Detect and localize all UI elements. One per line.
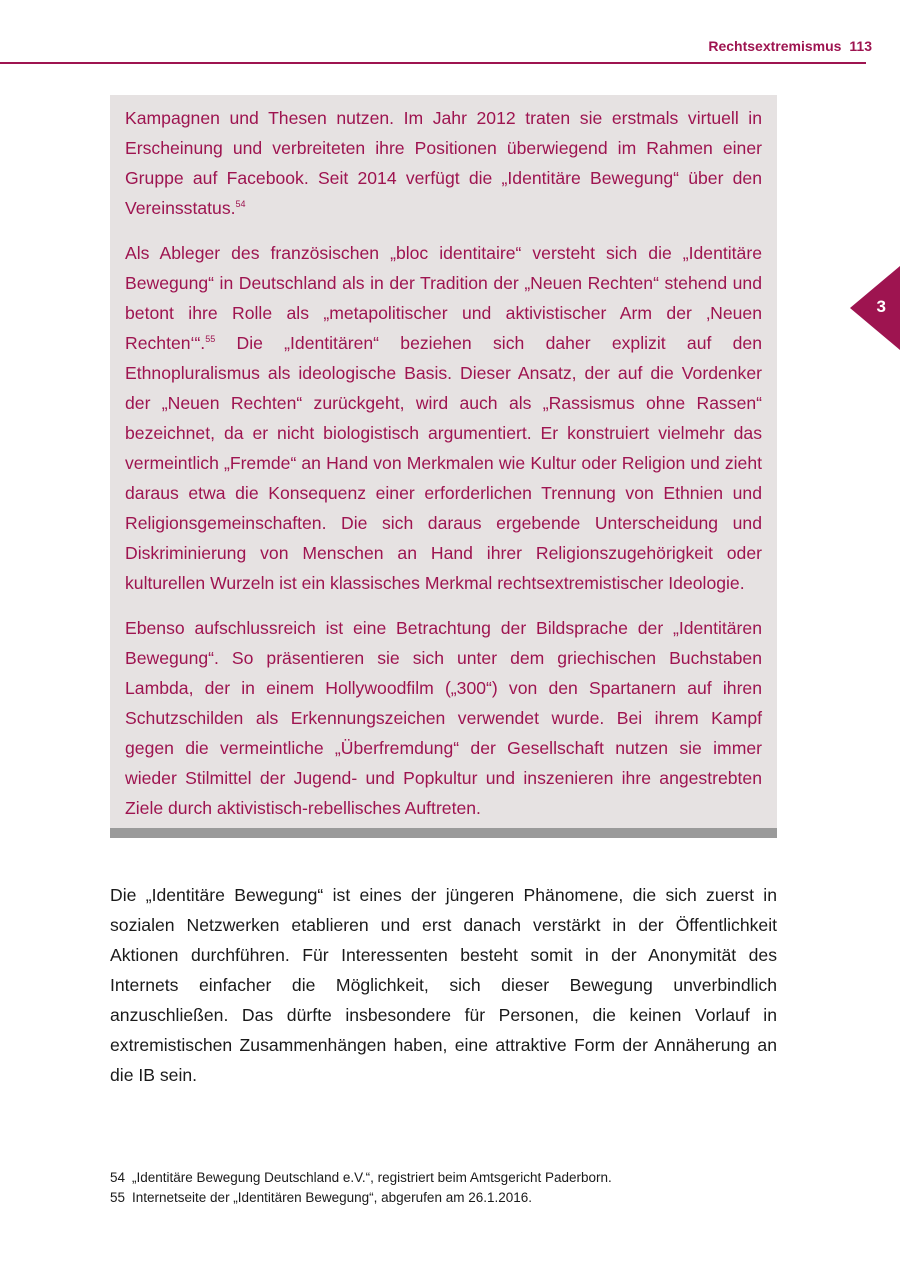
footnotes bbox=[110, 1168, 810, 1208]
header-rule bbox=[0, 62, 866, 64]
chapter-number: 3 bbox=[876, 297, 886, 316]
running-header bbox=[708, 38, 872, 54]
info-box bbox=[110, 95, 777, 838]
section-title: Rechtsextremismus bbox=[708, 38, 842, 54]
box-paragraph-2: Als Ableger des französischen „bloc identitaire“ versteht sich die „Identitäre Bewegung“ in Deutschland als in der Tradition der „Neuen Rechten“ stehend und betont ihre Rolle als „metapolitischer und aktivistischer Arm der ‚Neuen Rechten‘“.$^{55}$ Die „Identitären“ beziehen sich daher explizit auf den Ethnopluralismus als ideologische Basis. Dieser Ansatz, der auf die Vordenker der „Neuen Rechten“ zurückgeht, wird auch als „Rassismus ohne Rassen“ bezeichnet, da er nicht biologistisch argumentiert. Er konstruiert vielmehr das vermeintlich „Fremde“ an Hand von Merkmalen wie Kultur oder Religion und zieht daraus etwa die Konsequenz einer erforderlichen Trennung von Ethnien und Religionsgemeinschaften. Die sich daraus ergebende Unterscheidung und Diskriminierung von Menschen an Hand ihrer Religionszugehörigkeit oder kulturellen Wurzeln ist ein klassisches Merkmal rechtsextremistischer Ideologie. bbox=[125, 243, 762, 593]
footnote-number: 54 bbox=[110, 1170, 126, 1185]
footnote-text: Internetseite der „Identitären Bewegung“, abgerufen am 26.1.2016. bbox=[132, 1190, 533, 1205]
footnote-54 bbox=[110, 1168, 810, 1188]
chapter-tab-marker bbox=[850, 266, 900, 350]
footnote-text: „Identitäre Bewegung Deutschland e.V.“, registriert beim Amtsgericht Paderborn. bbox=[132, 1170, 612, 1185]
page-number: 113 bbox=[849, 38, 872, 54]
box-paragraph-1: Kampagnen und Thesen nutzen. Im Jahr 2012 traten sie erstmals virtuell in Erscheinung und verbreiteten ihre Positionen überwiegend im Rahmen einer Gruppe auf Facebook. Seit 2014 verfügt die „Identitäre Bewegung“ über den Vereinsstatus.$^{54}$ bbox=[125, 108, 762, 218]
footnote-ref-54: 54 bbox=[235, 199, 246, 210]
footnote-55 bbox=[110, 1188, 810, 1208]
footnote-ref-55: 55 bbox=[205, 334, 216, 345]
body-paragraph: Die „Identitäre Bewegung“ ist eines der jüngeren Phänomene, die sich zuerst in sozialen Netzwerken etablieren und erst danach verstärkt in der Öffentlichkeit Aktionen durchführen. Für Interessenten besteht somit in der Anonymität des Internets einfacher die Möglichkeit, sich dieser Bewegung unverbindlich anzuschließen. Das dürfte insbesondere für Personen, die keinen Vorlauf in extremistischen Zusammenhängen haben, eine attraktive Form der Annäherung an die IB sein. bbox=[110, 885, 777, 1085]
box-paragraph-3: Ebenso aufschlussreich ist eine Betrachtung der Bildsprache der „Identitären Bewegung“. So präsentieren sie sich unter dem griechischen Buchstaben Lambda, der in einem Hollywoodfilm („300“) von den Spartanern auf ihren Schutzschilden als Erkennungszeichen verwendet wurde. Bei ihrem Kampf gegen die vermeintliche „Überfremdung“ der Gesellschaft nutzen sie immer wieder Stilmittel der Jugend- und Popkultur und inszenieren ihre angestrebten Ziele durch aktivistisch-rebellisches Auftreten. bbox=[125, 618, 762, 818]
footnote-number: 55 bbox=[110, 1190, 126, 1205]
